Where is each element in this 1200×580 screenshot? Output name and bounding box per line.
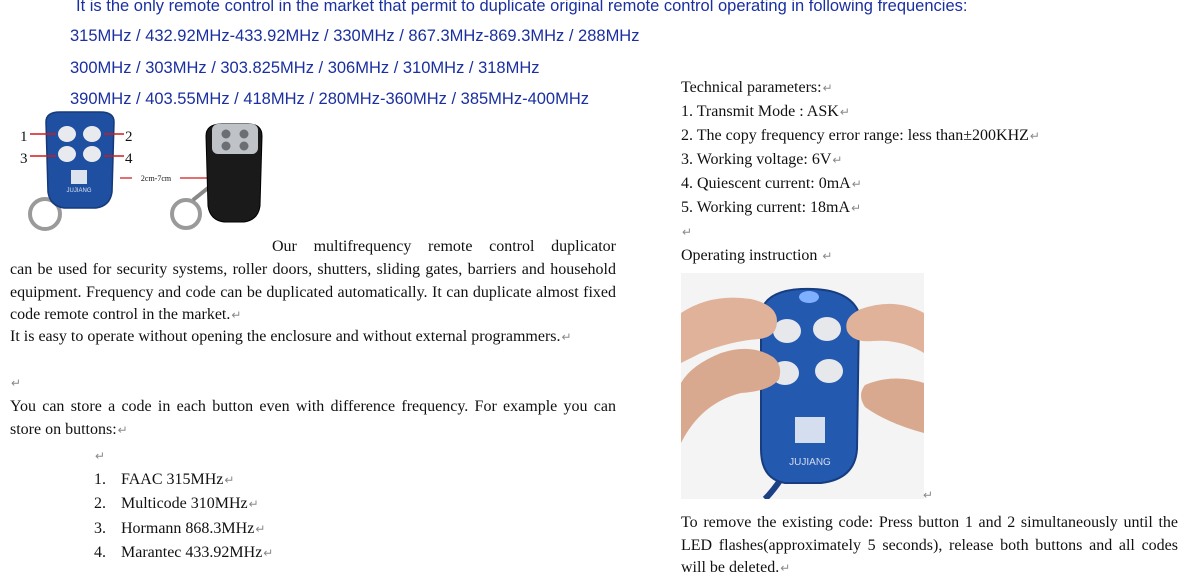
- store-paragraph: You can store a code in each button even with difference frequency. For example you can store on buttons:↵: [10, 398, 616, 438]
- tech-param: 4. Quiescent current: 0mA↵: [681, 175, 862, 192]
- product-figure: [8, 96, 264, 250]
- frequency-line-1: 315MHz / 432.92MHz-433.92MHz / 330MHz / 867.3MHz-869.3MHz / 288MHz: [70, 27, 640, 45]
- tech-param: 1. Transmit Mode : ASK↵: [681, 103, 850, 120]
- operating-photo: [681, 273, 924, 499]
- key-chain: [193, 188, 208, 200]
- operate-paragraph: It is easy to operate without opening the enclosure and without external programmers.↵: [10, 328, 572, 345]
- hand-remote-illustration: [681, 273, 924, 499]
- list-item: 4. Marantec 433.92MHz↵: [94, 543, 274, 561]
- remote-button: [222, 130, 231, 139]
- frequency-line-2: 300MHz / 303MHz / 303.825MHz / 306MHz / 310MHz / 318MHz: [70, 59, 540, 77]
- technical-parameters: [681, 76, 1181, 268]
- dimension-label: 2cm-7cm: [140, 174, 172, 183]
- intro-paragraph: can be used for security systems, roller doors, shutters, sliding gates, barriers and household equipment. Frequency and code can be duplicated automatically. It can duplicate almost fixed code remote control in the market.↵: [10, 261, 616, 324]
- list-spacer: ↵: [95, 449, 106, 463]
- remote-diagram: [8, 96, 264, 250]
- list-item: 1. FAAC 315MHz↵: [94, 471, 235, 489]
- key-ring: [172, 200, 200, 228]
- remote-button-4: [83, 146, 101, 162]
- operating-title: Operating instruction ↵: [681, 247, 833, 264]
- photo-brand: JUJIANG: [789, 457, 831, 468]
- callout-label-1: 1: [20, 129, 28, 145]
- frequency-line-3: 390MHz / 403.55MHz / 418MHz / 280MHz-360MHz / 385MHz-400MHz: [70, 90, 590, 108]
- list-item: 3. Hormann 868.3MHz↵: [94, 519, 266, 537]
- remote-brand: JUJIANG: [66, 188, 92, 194]
- blank-line-mark: ↵: [11, 376, 22, 390]
- remove-code-paragraph: To remove the existing code: Press button 1 and 2 simultaneously until the LED flashes(approximately 5 seconds), release both buttons and all codes will be deleted.↵: [681, 514, 1178, 577]
- tech-title: Technical parameters:↵: [681, 79, 833, 96]
- led-indicator: [799, 291, 819, 303]
- remote-button-3: [58, 146, 76, 162]
- remote-button-1: [58, 126, 76, 142]
- remote-button: [240, 142, 249, 151]
- tech-param: 3. Working voltage: 6V↵: [681, 151, 843, 168]
- remote-button-2: [813, 317, 841, 341]
- brand-logo-icon: [795, 417, 825, 443]
- callout-label-4: 4: [125, 151, 133, 167]
- remote-button-4: [815, 359, 843, 383]
- headline: It is the only remote control in the market that permit to duplicate original remote control operating in following frequencies:: [76, 0, 968, 15]
- blank-line-mark: ↵: [682, 225, 693, 239]
- tech-param: 5. Working current: 18mA↵: [681, 199, 862, 216]
- callout-label-2: 2: [125, 129, 133, 145]
- callout-label-3: 3: [20, 151, 28, 167]
- remote-button: [240, 130, 249, 139]
- brand-logo-icon: [71, 170, 87, 184]
- remote-button-1: [773, 319, 801, 343]
- remote-button-2: [83, 126, 101, 142]
- tech-param: 2. The copy frequency error range: less than±200KHZ↵: [681, 127, 1040, 144]
- intro-first-line: Our multifrequency remote control duplicator: [272, 238, 616, 255]
- list-item: 2. Multicode 310MHz↵: [94, 495, 259, 513]
- metal-cover: [212, 124, 258, 154]
- remote-button: [222, 142, 231, 151]
- photo-mark: ↵: [923, 488, 934, 502]
- examples-list: [94, 444, 273, 565]
